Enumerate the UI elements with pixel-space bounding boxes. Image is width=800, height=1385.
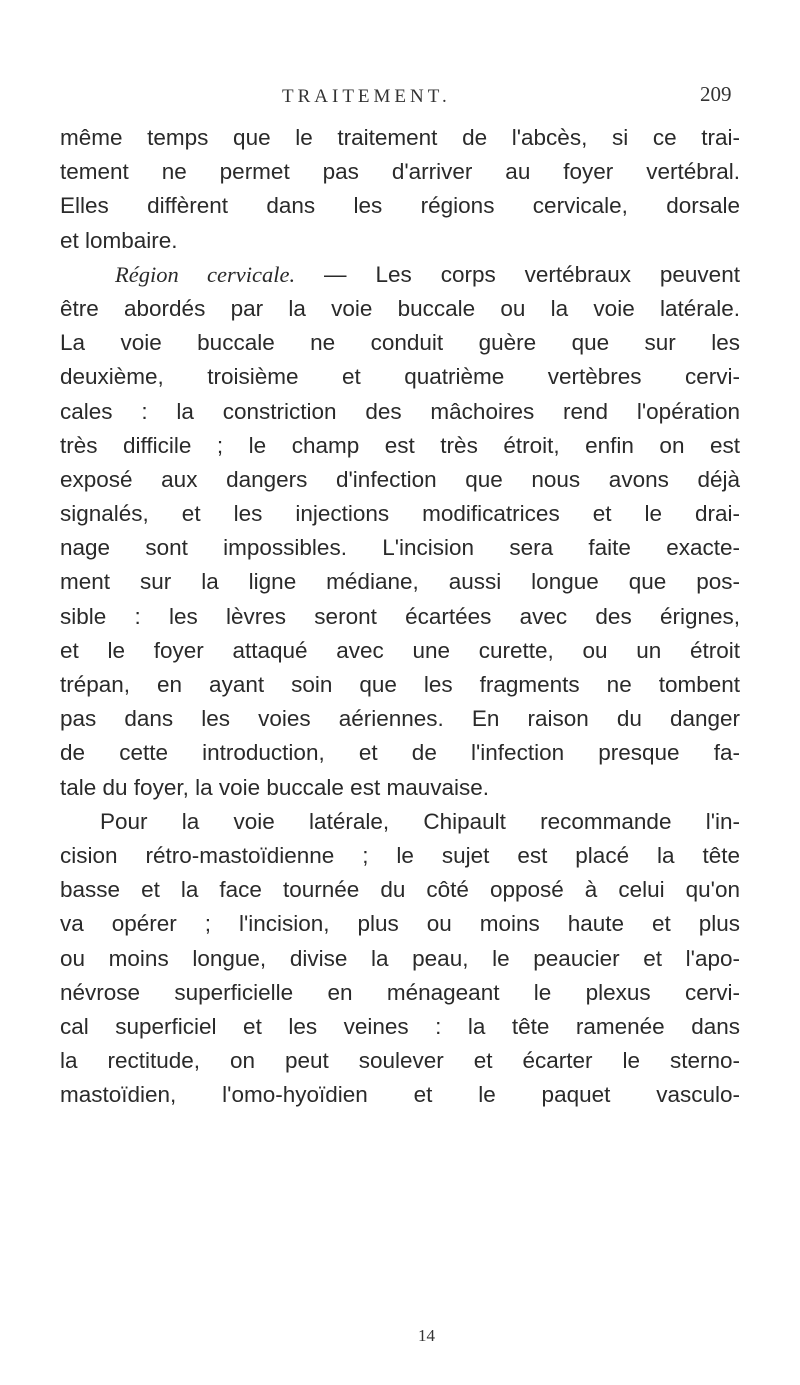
- text-line: trépan, en ayant soin que les fragments ne tombent: [60, 672, 740, 697]
- text-line: la rectitude, on peut soulever et écarter le sterno-: [60, 1048, 740, 1074]
- section-heading-italic: Région cervicale.: [115, 261, 296, 287]
- text-line: pas dans les voies aériennes. En raison du danger: [60, 706, 740, 732]
- text-line: va opérer ; l'incision, plus ou moins haute et plus: [60, 911, 740, 937]
- body-text: [60, 121, 740, 1112]
- text-line: cal superficiel et les veines : la tête ramenée dans: [60, 1013, 740, 1039]
- text-line: nage sont impossibles. L'incision sera faite exacte-: [60, 535, 740, 561]
- text-line: très difficile ; le champ est très étroit, enfin on est: [60, 432, 740, 458]
- text-line: Elles diffèrent dans les régions cervicale, dorsale: [60, 193, 740, 219]
- text-line: ment sur la ligne médiane, aussi longue que pos-: [60, 569, 740, 595]
- text-line-rest: — Les corps vertébraux peuvent: [324, 261, 740, 287]
- running-title: TRAITEMENT.: [282, 86, 451, 107]
- text-line: signalés, et les injections modificatrices et le drai-: [60, 501, 740, 527]
- text-line: La voie buccale ne conduit guère que sur les: [60, 330, 740, 356]
- text-line: sible : les lèvres seront écartées avec des érignes,: [60, 603, 740, 629]
- page-number: 209: [700, 82, 732, 106]
- text-line: mastoïdien, l'omo-hyoïdien et le paquet vasculo-: [60, 1082, 740, 1108]
- text-line: même temps que le traitement de l'abcès, si ce trai-: [60, 125, 740, 150]
- running-head: [0, 82, 800, 116]
- text-line: être abordés par la voie buccale ou la voie latérale.: [60, 295, 740, 321]
- text-line: névrose superficielle en ménageant le plexus cervi-: [60, 979, 740, 1005]
- section-lead-line: [60, 258, 740, 292]
- text-line: et le foyer attaqué avec une curette, ou un étroit: [60, 637, 740, 663]
- text-line: ou moins longue, divise la peau, le peaucier et l'apo-: [60, 945, 740, 971]
- paragraph-start-line: Pour la voie latérale, Chipault recommande l'in-: [100, 808, 740, 834]
- text-line: de cette introduction, et de l'infection presque fa-: [60, 740, 740, 766]
- text-line: cales : la constriction des mâchoires rend l'opération: [60, 398, 740, 424]
- text-line: deuxième, troisième et quatrième vertèbres cervi-: [60, 364, 740, 390]
- printer-signature-mark: 14: [418, 1326, 435, 1345]
- text-line: tement ne permet pas d'arriver au foyer vertébral.: [60, 159, 740, 185]
- text-line: basse et la face tournée du côté opposé à celui qu'on: [60, 877, 740, 903]
- text-line: cision rétro-mastoïdienne ; le sujet est placé la tête: [60, 842, 740, 868]
- text-line: et lombaire.: [60, 227, 178, 253]
- text-line: exposé aux dangers d'infection que nous avons déjà: [60, 466, 740, 492]
- text-line: tale du foyer, la voie buccale est mauvaise.: [60, 774, 489, 800]
